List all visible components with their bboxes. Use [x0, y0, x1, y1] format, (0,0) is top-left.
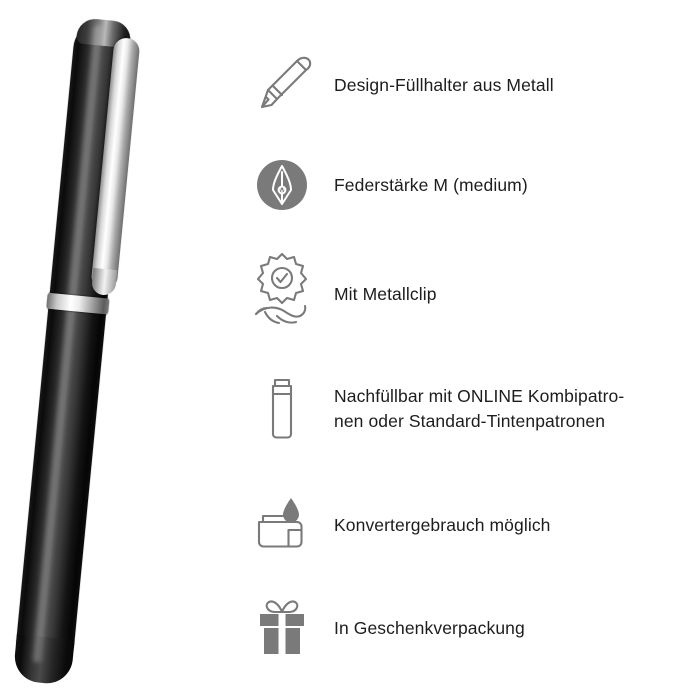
- gift-box-icon: [230, 592, 334, 664]
- fountain-pen-icon: [230, 52, 334, 118]
- nib-medium-badge-icon: [230, 152, 334, 218]
- feature-label: Design-Füllhalter aus Metall: [334, 74, 554, 95]
- nib-badge-letter: M: [278, 185, 286, 195]
- feature-label: In Geschenkverpackung: [334, 617, 525, 638]
- product-image-pane: [0, 0, 230, 700]
- feature-label: Mit Metallclip: [334, 283, 437, 304]
- feature-list: [230, 0, 700, 700]
- fountain-pen-photo: [0, 17, 154, 683]
- feature-label: Federstärke M (medium): [334, 174, 528, 195]
- ink-cartridge-icon: [230, 372, 334, 446]
- feature-item: [230, 592, 700, 664]
- feature-item: [230, 490, 700, 560]
- feature-item: [230, 372, 700, 446]
- feature-item: [230, 248, 700, 340]
- feature-label: Nachfüllbar mit ONLINE Kombipatro- nen oder Standard-Tintenpatronen: [334, 386, 625, 431]
- metal-clip-seal-icon: [230, 248, 334, 340]
- feature-label: Konvertergebrauch möglich: [334, 514, 551, 535]
- ink-converter-icon: [230, 490, 334, 560]
- feature-item: [230, 52, 700, 118]
- feature-item: [230, 152, 700, 218]
- pen-metal-clip-tip: [91, 268, 117, 296]
